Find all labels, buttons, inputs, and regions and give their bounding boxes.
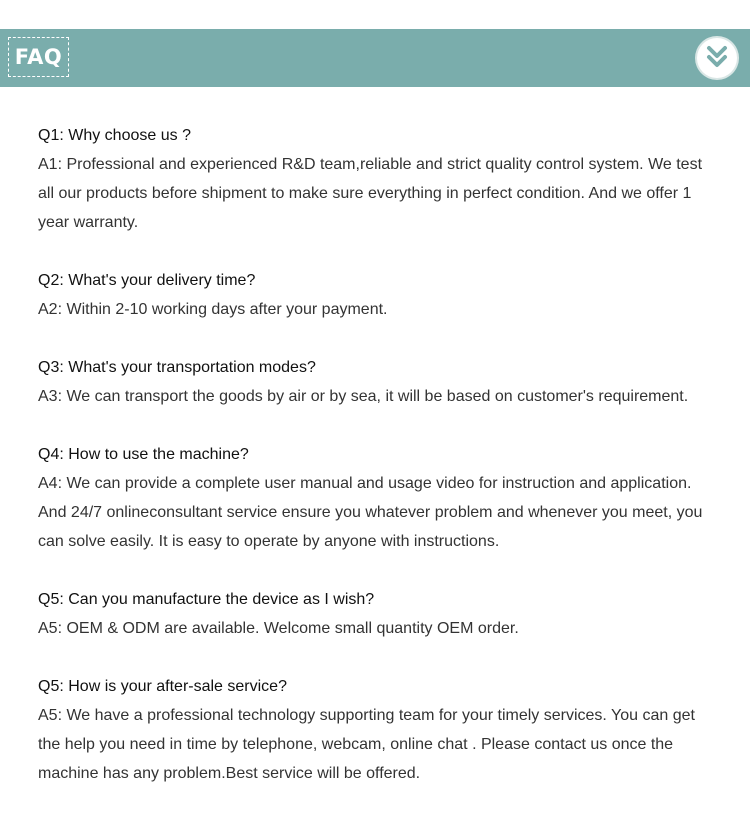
faq-answer: A4: We can provide a complete user manual and usage video for instruction and application. And 24/7 onlineconsultant service ensure you whatever problem and whenever you meet, you can solve easily. It is easy to operate by anyone with instructions. <box>38 475 703 550</box>
faq-item-5 <box>38 585 718 643</box>
faq-list <box>38 121 718 817</box>
double-chevron-down-icon-graphic <box>697 38 737 78</box>
faq-item-1 <box>38 121 718 237</box>
faq-answer: A3: We can transport the goods by air or by sea, it will be based on customer's requirement. <box>38 388 689 405</box>
faq-item-6 <box>38 672 718 788</box>
faq-question: Q2: What's your delivery time? <box>38 272 256 289</box>
double-chevron-down-icon[interactable] <box>697 38 737 78</box>
faq-answer: A5: We have a professional technology supporting team for your timely services. You can get the help you need in time by telephone, webcam, online chat . Please contact us once the machine has any problem.Best service will be offered. <box>38 707 695 782</box>
faq-item-2 <box>38 266 718 324</box>
faq-question: Q4: How to use the machine? <box>38 446 249 463</box>
faq-item-3 <box>38 353 718 411</box>
faq-header-bar <box>0 29 750 87</box>
faq-item-4 <box>38 440 718 556</box>
faq-question: Q5: How is your after-sale service? <box>38 678 287 695</box>
faq-answer: A1: Professional and experienced R&D team,reliable and strict quality control system. We test all our products before shipment to make sure everything in perfect condition. And we offer 1 year warranty. <box>38 156 703 231</box>
faq-answer: A2: Within 2-10 working days after your payment. <box>38 301 388 318</box>
faq-question: Q3: What's your transportation modes? <box>38 359 316 376</box>
faq-title: FAQ <box>8 37 69 77</box>
faq-question: Q1: Why choose us ? <box>38 127 191 144</box>
faq-answer: A5: OEM & ODM are available. Welcome small quantity OEM order. <box>38 620 519 637</box>
faq-question: Q5: Can you manufacture the device as I wish? <box>38 591 375 608</box>
